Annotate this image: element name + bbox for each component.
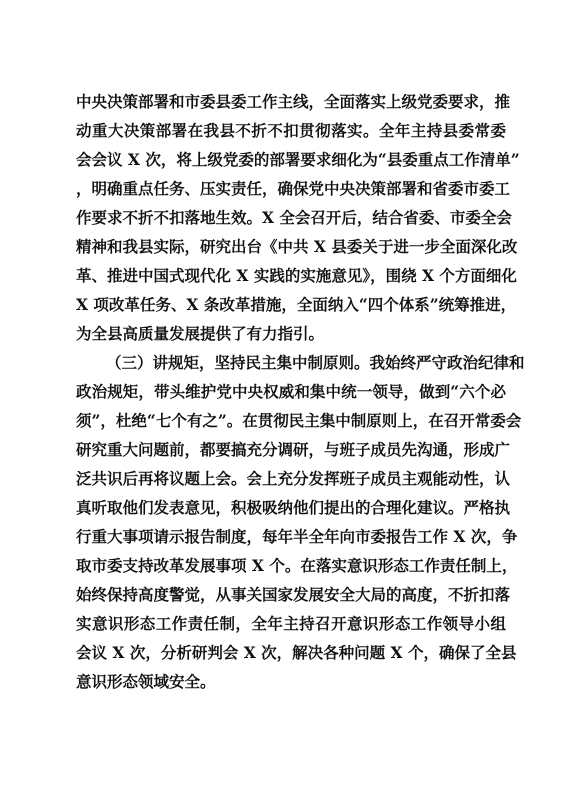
text-line: 研究重大问题前，都要搞充分调研，与班子成员先沟通，形成广 <box>76 440 511 459</box>
text-line: 精神和我县实际，研究出台《中共 X 县委关于进一步全面深化改 <box>76 237 518 256</box>
text-run: 我始终严守政治纪律和 <box>369 353 525 372</box>
text-line: 政治规矩，带头维护党中央权威和集中统一领导，做到“六个必 <box>76 382 506 401</box>
text-line: 意识形态领域安全。 <box>76 672 216 691</box>
text-line: 始终保持高度警觉，从事关国家发展安全大局的高度，不折扣落 <box>76 585 511 604</box>
text-line: 中央决策部署和市委县委工作主线，全面落实上级党委要求，推 <box>76 92 511 111</box>
text-line: 实意识形态工作责任制，全年主持召开意识形态工作领导小组 <box>76 614 506 633</box>
body-text <box>76 87 525 696</box>
text-line: 为全县高质量发展提供了有力指引。 <box>76 324 325 343</box>
text-line: 须”，杜绝“七个有之”。在贯彻民主集中制原则上，在召开常委会 <box>76 411 522 430</box>
text-line: 动重大决策部署在我县不折不扣贯彻落实。全年主持县委常委 <box>76 121 506 140</box>
text-line: 革、推进中国式现代化 X 实践的实施意见》，围绕 X 个方面细化 <box>76 266 517 285</box>
text-line: 作要求不折不扣落地生效。X 全会召开后，结合省委、市委全会 <box>76 208 512 227</box>
paragraph-2-first-line <box>76 348 525 377</box>
paragraph-2 <box>76 348 525 696</box>
paragraph-1 <box>76 87 520 348</box>
text-line: 泛共识后再将议题上会。会上充分发挥班子成员主观能动性，认 <box>76 469 511 488</box>
text-line: 行重大事项请示报告制度，每年半全年向市委报告工作 X 次，争 <box>76 527 518 546</box>
text-line: 会议 X 次，分析研判会 X 次，解决各种问题 X 个，确保了全县 <box>76 643 517 662</box>
text-line: 真听取他们发表意见，积极吸纳他们提出的合理化建议。严格执 <box>76 498 511 517</box>
text-line: ，明确重点任务、压实责任，确保党中央决策部署和省委市委工 <box>76 179 511 198</box>
text-line: X 项改革任务、X 条改革措施，全面纳入“四个体系”统筹推进， <box>76 295 517 314</box>
text-line: 取市委支持改革发展事项 X 个。在落实意识形态工作责任制上， <box>76 556 518 575</box>
text-line: 会会议 X 次，将上级党委的部署要求细化为“县委重点工作清单” <box>76 150 520 169</box>
section-heading: （三）讲规矩，坚持民主集中制原则。 <box>106 353 370 372</box>
